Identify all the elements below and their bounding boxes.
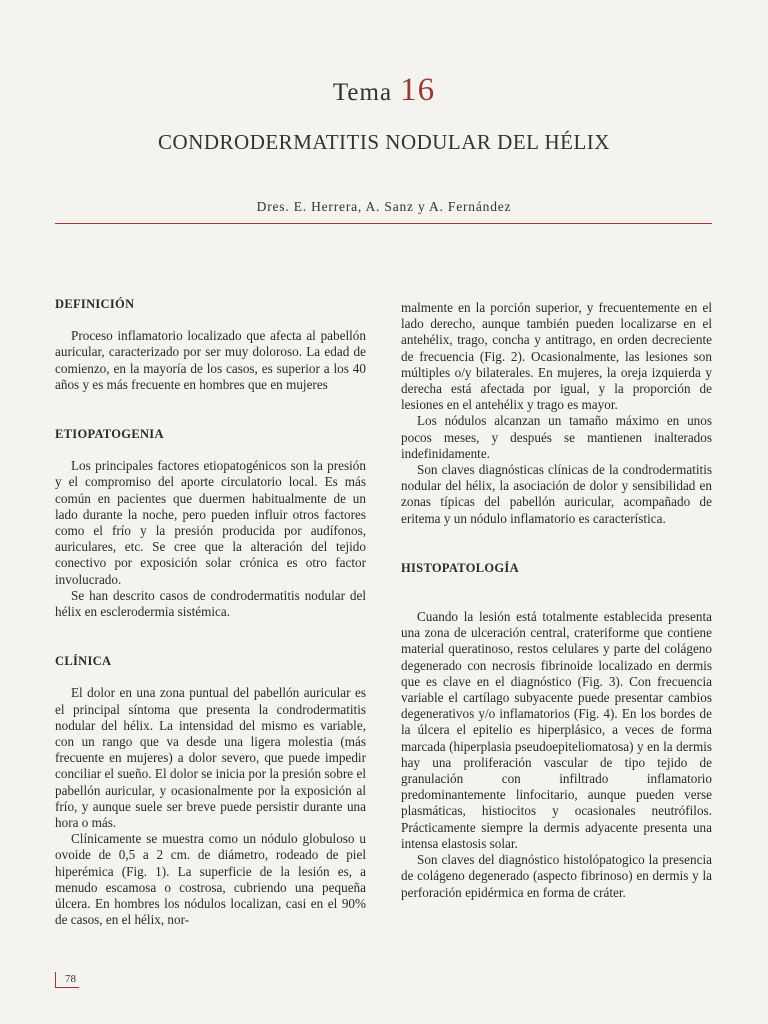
footer-rule-vertical [55, 972, 56, 988]
paragraph: Son claves del diagnóstico histolópatogico la presencia de colágeno degenerado (aspecto fibrinoso) en dermis y la perforación epidérmica en forma de cráter. [401, 852, 712, 900]
paragraph: Los nódulos alcanzan un tamaño máximo en unos pocos meses, y después se mantienen inalterados indefinidamente. [401, 413, 712, 461]
page-number: 78 [65, 973, 76, 985]
footer-rule-horizontal [55, 987, 79, 988]
section-heading-histopatologia: HISTOPATOLOGÍA [401, 560, 519, 575]
authors-line: Dres. E. Herrera, A. Sanz y A. Fernández [256, 199, 512, 214]
paragraph: Se han descrito casos de condrodermatitis nodular del hélix en esclerodermia sistémica. [55, 587, 366, 620]
left-column [55, 296, 366, 929]
chapter-title: CONDRODERMATITIS NODULAR DEL HÉLIX [158, 130, 610, 154]
section-heading-clinica: CLÍNICA [55, 654, 112, 669]
chapter-number: 16 [400, 72, 436, 108]
paragraph: Los principales factores etiopatogénicos son la presión y el compromiso del aporte circulatorio local. Es más común en pacientes que duermen habitualmente de un lado durante la noche, pero pueden influir otros factores como el frío y la presión producida por audífonos, auriculares, etc. Se cree que la alteración del tejido conectivo por exposición solar crónica es otro factor involucrado. [55, 458, 366, 587]
header-divider [55, 223, 712, 224]
paragraph: Proceso inflamatorio localizado que afecta al pabellón auricular, caracterizado por ser muy doloroso. La edad de comienzo, en la mayoría de los casos, es superior a los 40 años y es más frecuente en hombres que en mujeres [55, 328, 366, 392]
paragraph: El dolor en una zona puntual del pabellón auricular es el principal síntoma que presenta la condrodermatitis nodular del hélix. La intensidad del mismo es variable, con un rango que va desde una ligera molestia (más frecuente en mujeres) a dolor severo, que puede impedir conciliar el sueño. El dolor se inicia por la presión sobre el pabellón auricular, y ocasionalmente por la exposición al frío, y aunque suele ser breve puede persistir durante una hora o más. [55, 685, 366, 831]
right-column [401, 300, 712, 901]
paragraph: Cuando la lesión está totalmente establecida presenta una zona de ulceración central, crateriforme que contiene material queratinoso, restos celulares y parte del colágeno degenerado con necrosis fibrinoide localizado en dermis que es clave en el diagnóstico (Fig. 3). Con frecuencia variable el cartílago subyacente puede presentar cambios degenerativos y/o inflamatorios (Fig. 4). En los bordes de la úlcera el epitelio es hiperplásico, a veces de forma marcada (hiperplasia pseudoepiteliomatosa) y en la dermis hay una proliferación vascular de tipo tejido de granulación con infiltrado inflamatorio predominantemente linfocitario, aunque pueden verse plasmáticas, histiocitos y ocasionales neutrófilos. Prácticamente siempre la dermis adyacente presenta una intensa elastosis solar. [401, 609, 712, 851]
section-heading-etiopatogenia: ETIOPATOGENIA [55, 427, 164, 442]
section-heading-definicion: DEFINICIÓN [55, 297, 135, 311]
paragraph: Clínicamente se muestra como un nódulo globuloso u ovoide de 0,5 a 2 cm. de diámetro, rodeado de piel hiperémica (Fig. 1). La superficie de la lesión es, a menudo escamosa o costrosa, cubriendo una pequeña úlcera. En hombres los nódulos localizan, casi en el 90% de casos, en el hélix, nor- [55, 831, 366, 928]
paragraph: malmente en la porción superior, y frecuentemente en el lado derecho, aunque también pueden localizarse en el antehélix, trago, concha y antitrago, en orden decreciente de frecuencia (Fig. 2). Ocasionalmente, las lesiones son múltiples o/y bilaterales. En mujeres, la oreja izquierda y derecha está afectada por igual, y la proporción de lesiones en el antehélix y trago es mayor. [401, 300, 712, 413]
chapter-word: Tema [332, 79, 393, 106]
paragraph: Son claves diagnósticas clínicas de la condrodermatitis nodular del hélix, la asociación de dolor y sensibilidad en zonas típicas del pabellón auricular, acompañado de eritema y un nódulo inflamatorio es característica. [401, 462, 712, 526]
chapter-label [0, 72, 768, 109]
